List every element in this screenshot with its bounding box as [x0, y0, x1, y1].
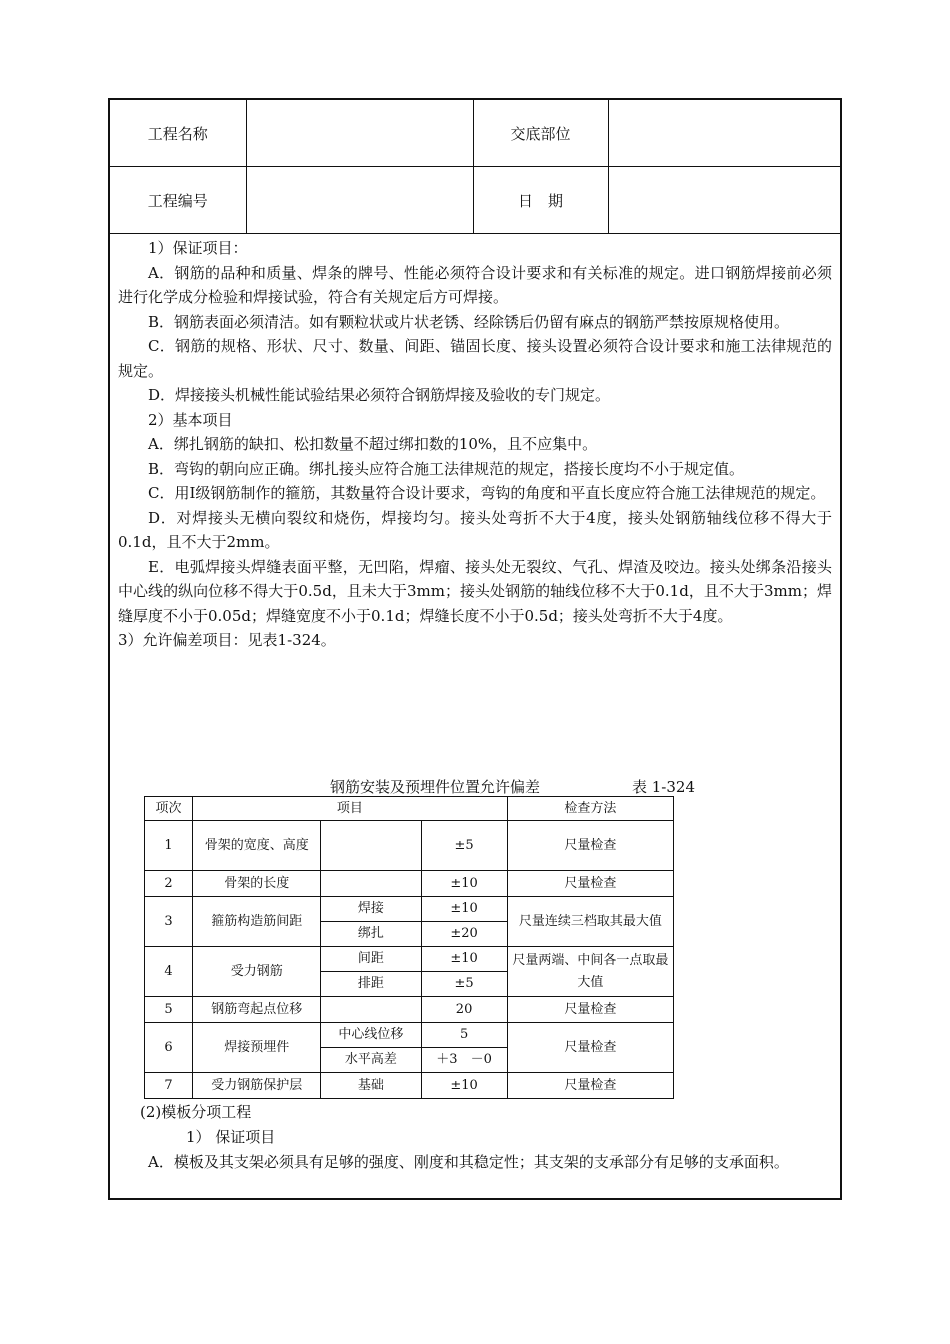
row-sub: 排距	[321, 972, 421, 997]
row-sub	[321, 871, 421, 897]
table-number: 表 1-324	[632, 778, 696, 796]
paragraph: B．弯钩的朝向应正确。绑扎接头应符合施工法律规范的规定，搭接长度均不小于规定值。	[148, 459, 745, 478]
row-sub	[321, 997, 421, 1023]
project-no-value	[246, 167, 473, 234]
header-method: 检查方法	[507, 797, 673, 821]
row-value: ±10	[421, 1073, 507, 1099]
paragraph: E．电弧焊接头焊缝表面平整，无凹陷，焊瘤、接头处无裂纹、气孔、焊渣及咬边。接头处绑条沿接头中心线的纵向位移不得大于0.5d，且未大于3mm；接头处钢筋的轴线位移不大于0.1d，且不大于3mm；焊缝厚度不小于0.05d；焊缝宽度不小于0.1d；焊缝长度不小于0.5d；接头处弯折不大于4度。	[118, 557, 832, 625]
row-item: 骨架的长度	[193, 871, 321, 897]
row-method: 尺量两端、中间各一点取最大值	[507, 947, 673, 997]
row-value: ±5	[421, 972, 507, 997]
table-row	[145, 947, 674, 972]
table-row	[145, 821, 674, 871]
project-name-value	[246, 100, 473, 167]
paragraph: A．模板及其支架必须具有足够的强度、刚度和其稳定性；其支架的支承部分有足够的支承面积。	[148, 1153, 789, 1171]
table-row	[145, 871, 674, 897]
row-no: 5	[145, 997, 193, 1023]
paragraph: 3）允许偏差项目：见表1-324。	[118, 631, 336, 649]
paragraph: D．焊接接头机械性能试验结果必须符合钢筋焊接及验收的专门规定。	[148, 386, 611, 404]
row-sub: 间距	[321, 947, 421, 972]
row-item: 钢筋弯起点位移	[193, 997, 321, 1023]
header-table	[110, 100, 840, 234]
row-method: 尺量检查	[507, 997, 673, 1023]
row-value: 5	[421, 1023, 507, 1048]
row-value: ±10	[421, 947, 507, 972]
row-item: 箍筋构造筋间距	[193, 897, 321, 947]
paragraph: 1）保证项目：	[148, 239, 248, 257]
row-item: 受力钢筋保护层	[193, 1073, 321, 1099]
row-value: ±10	[421, 897, 507, 922]
date-value	[608, 167, 840, 234]
header-no: 项次	[145, 797, 193, 821]
deviation-table	[144, 796, 674, 1099]
row-method: 尺量检查	[507, 871, 673, 897]
table-caption: 钢筋安装及预埋件位置允许偏差	[330, 778, 541, 796]
row-no: 1	[145, 821, 193, 871]
tail-text	[110, 1100, 840, 1175]
row-method: 尺量连续三档取其最大值	[507, 897, 673, 947]
paragraph: C．用I级钢筋制作的箍筋，其数量符合设计要求，弯钩的角度和平直长度应符合施工法律规范的规定。	[148, 484, 826, 502]
section-heading: (2)模板分项工程	[140, 1103, 252, 1121]
row-sub: 基础	[321, 1073, 421, 1099]
table-row	[145, 1073, 674, 1099]
row-no: 6	[145, 1023, 193, 1073]
header-item: 项目	[193, 797, 508, 821]
paragraph: A．绑扎钢筋的缺扣、松扣数量不超过绑扣数的10%，且不应集中。	[148, 435, 598, 453]
row-sub: 中心线位移	[321, 1023, 421, 1048]
row-item: 焊接预埋件	[193, 1023, 321, 1073]
row-no: 2	[145, 871, 193, 897]
project-name-label: 工程名称	[110, 100, 246, 167]
row-value: ±20	[421, 922, 507, 947]
row-sub	[321, 821, 421, 871]
paragraph: D．对焊接头无横向裂纹和烧伤，焊接均匀。接头处弯折不大于4度，接头处钢筋轴线位移不得大于0.1d，且不大于2mm。	[118, 508, 832, 551]
part-label: 交底部位	[473, 100, 608, 167]
row-no: 4	[145, 947, 193, 997]
body-text	[110, 236, 840, 653]
project-no-label: 工程编号	[110, 167, 246, 234]
row-item: 受力钢筋	[193, 947, 321, 997]
row-value: ±5	[421, 821, 507, 871]
table-row	[145, 997, 674, 1023]
date-label: 日 期	[473, 167, 608, 234]
row-method: 尺量检查	[507, 1073, 673, 1099]
paragraph: 2）基本项目	[148, 410, 233, 429]
paragraph: C．钢筋的规格、形状、尺寸、数量、间距、锚固长度、接头设置必须符合设计要求和施工法律规范的规定。	[118, 337, 832, 380]
row-no: 7	[145, 1073, 193, 1099]
row-value: 20	[421, 997, 507, 1023]
disclosure-sheet	[108, 98, 842, 1200]
paragraph: B．钢筋表面必须清洁。如有颗粒状或片状老锈、经除锈后仍留有麻点的钢筋严禁按原规格使用。	[148, 312, 790, 331]
row-method: 尺量检查	[507, 1023, 673, 1073]
row-no: 3	[145, 897, 193, 947]
paragraph: A．钢筋的品种和质量、焊条的牌号、性能必须符合设计要求和有关标准的规定。进口钢筋焊接前必须进行化学成分检验和焊接试验，符合有关规定后方可焊接。	[118, 263, 832, 306]
row-value: ±10	[421, 871, 507, 897]
table-row	[145, 897, 674, 922]
row-item: 骨架的宽度、高度	[193, 821, 321, 871]
row-sub: 绑扎	[321, 922, 421, 947]
table-row	[145, 1023, 674, 1048]
row-method: 尺量检查	[507, 821, 673, 871]
row-sub: 水平高差	[321, 1048, 421, 1073]
subsection-heading: 1） 保证项目	[186, 1128, 276, 1146]
part-value	[608, 100, 840, 167]
row-sub: 焊接	[321, 897, 421, 922]
row-value: ＋3 －0	[421, 1048, 507, 1073]
